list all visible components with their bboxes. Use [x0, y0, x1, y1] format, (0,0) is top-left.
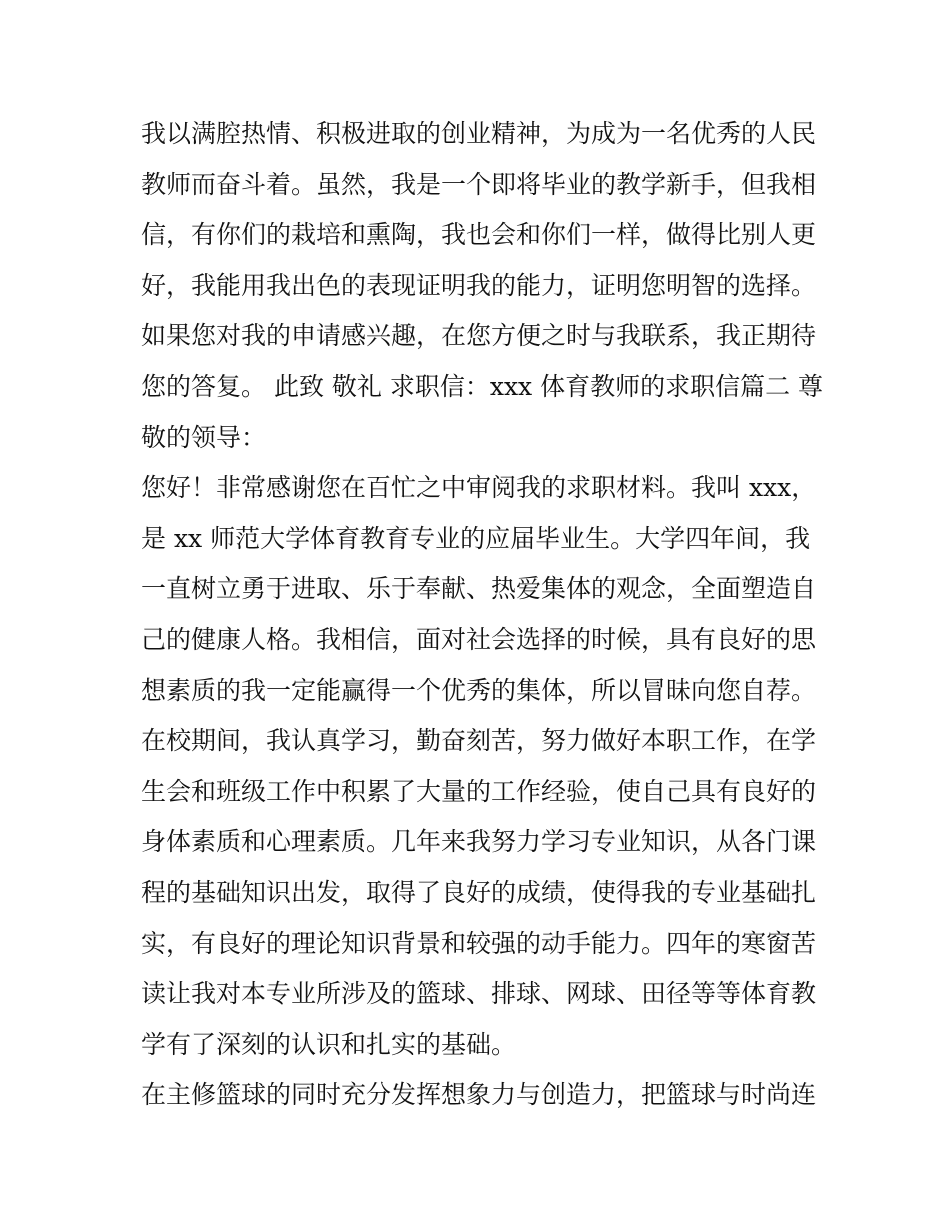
- text-line: 信，有你们的栽培和熏陶，我也会和你们一样，做得比别人更: [141, 220, 817, 250]
- text-line: 是 xx 师范大学体育教育专业的应届毕业生。大学四年间，我: [141, 523, 811, 553]
- text-line: 生会和班级工作中积累了大量的工作经验，使自己具有良好的: [141, 776, 817, 806]
- text-line: 读让我对本专业所涉及的篮球、排球、网球、田径等等体育教: [141, 979, 817, 1009]
- text-line: 好，我能用我出色的表现证明我的能力，证明您明智的选择。: [141, 270, 817, 300]
- text-line: 学有了深刻的认识和扎实的基础。: [141, 1029, 517, 1059]
- text-line: 如果您对我的申请感兴趣，在您方便之时与我联系，我正期待: [141, 321, 817, 351]
- text-line: 己的健康人格。我相信，面对社会选择的时候，具有良好的思: [141, 624, 817, 654]
- text-line: 一直树立勇于进取、乐于奉献、热爱集体的观念，全面塑造自: [141, 574, 817, 604]
- text-line: 实，有良好的理论知识背景和较强的动手能力。四年的寒窗苦: [141, 928, 817, 958]
- text-line: 身体素质和心理素质。几年来我努力学习专业知识，从各门课: [141, 827, 817, 857]
- text-line: 程的基础知识出发，取得了良好的成绩，使得我的专业基础扎: [141, 877, 817, 907]
- text-line: 敬的领导：: [141, 422, 267, 452]
- letter-body: [141, 109, 824, 1121]
- text-line: 教师而奋斗着。虽然，我是一个即将毕业的教学新手，但我相: [141, 169, 817, 199]
- text-line: 我以满腔热情、积极进取的创业精神，为成为一名优秀的人民: [141, 119, 817, 148]
- text-line: 您的答复。 此致 敬礼 求职信：xxx 体育教师的求职信篇二 尊: [141, 371, 824, 401]
- text-line: 您好！非常感谢您在百忙之中审阅我的求职材料。我叫 xxx，: [141, 473, 817, 503]
- text-line: 想素质的我一定能赢得一个优秀的集体，所以冒昧向您自荐。: [141, 675, 817, 705]
- text-line: 在主修篮球的同时充分发挥想象力与创造力，把篮球与时尚连: [141, 1080, 817, 1110]
- text-line: 在校期间，我认真学习，勤奋刻苦，努力做好本职工作，在学: [141, 726, 817, 756]
